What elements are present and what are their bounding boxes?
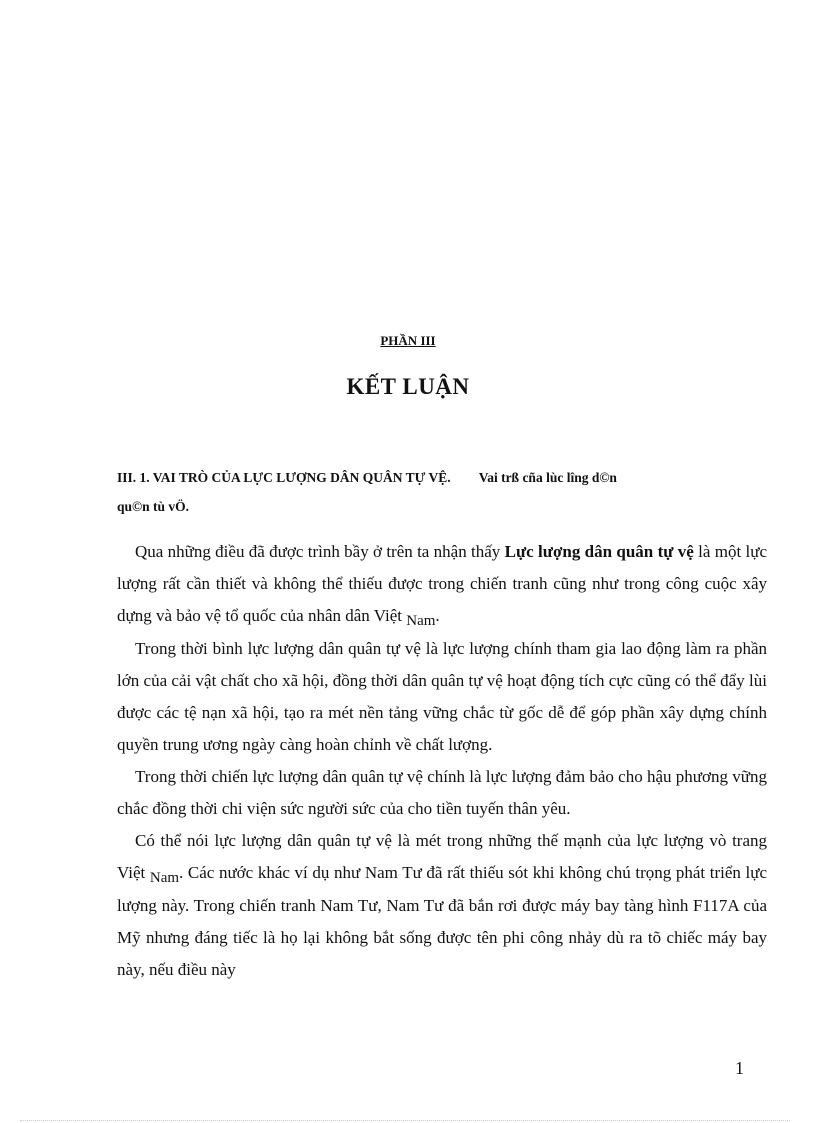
- paragraph-4: [117, 825, 767, 986]
- p4-sub-text: Nam: [149, 870, 180, 886]
- page-title: KẾT LUẬN: [346, 374, 470, 399]
- paragraph-1: [117, 536, 767, 633]
- p4-text-a: Có thể nói lực lượng dân quân tự vệ là mét trong những thế mạnh của lực lượng vò trang Việt: [117, 831, 767, 882]
- page-divider: [20, 1120, 790, 1121]
- p4-text-b: . Các nước khác ví dụ như Nam Tư đã rất thiếu sót khi không chú trọng phát triển lực lượng này. Trong chiến tranh Nam Tư, Nam Tư đã bắn rơi được máy bay tàng hình F117A của Mỹ nhưng đáng tiếc là họ lại không bắt sống được tên phi công nhảy dù ra tõ chiếc máy bay này, nếu điều này: [117, 863, 768, 979]
- paragraph-2: Trong thời bình lực lượng dân quân tự vệ là lực lượng chính tham gia lao động làm ra phần lớn của cải vật chất cho xã hội, đồng thời dân quân tự vệ hoạt động tích cực cũng có thể đẩy lùi được các tệ nạn xã hội, tạo ra mét nền tảng vững chắc từ gốc dễ để góp phần xây dựng chính quyền trung ương ngày càng hoàn chỉnh về chất lượng.: [117, 639, 767, 754]
- p1-text-a: Qua những điều đã được trình bầy ở trên ta nhận thấy: [135, 542, 505, 561]
- section-heading-garbled-2: qu©n tù vÖ.: [117, 499, 189, 514]
- body-text: [117, 536, 767, 986]
- p1-text-b: là một lực lượng rất cần thiết và không thể thiếu được trong chiến tranh cũng như trong công cuộc xây dựng và bảo vệ tổ quốc của nhân dân Việt: [117, 542, 767, 625]
- section-heading: [117, 463, 777, 521]
- page-number: 1: [735, 1058, 744, 1078]
- section-heading-garbled: Vai trß cña lùc lîng d©n: [478, 470, 617, 485]
- p1-sub-text: Nam: [406, 613, 436, 629]
- p1-bold-text: Lực lượng dân quân tự vệ: [504, 542, 694, 561]
- section-heading-text: III. 1. VAI TRÒ CỦA LỰC LƯỢNG DÂN QUÂN TỰ VỆ.: [117, 470, 451, 485]
- paragraph-3: Trong thời chiến lực lượng dân quân tự vệ chính là lực lượng đảm bảo cho hậu phương vững chắc đồng thời chi viện sức người sức của cho tiền tuyến thân yêu.: [117, 767, 767, 818]
- part-label: PHẦN III: [380, 333, 436, 348]
- p1-end: .: [435, 606, 440, 625]
